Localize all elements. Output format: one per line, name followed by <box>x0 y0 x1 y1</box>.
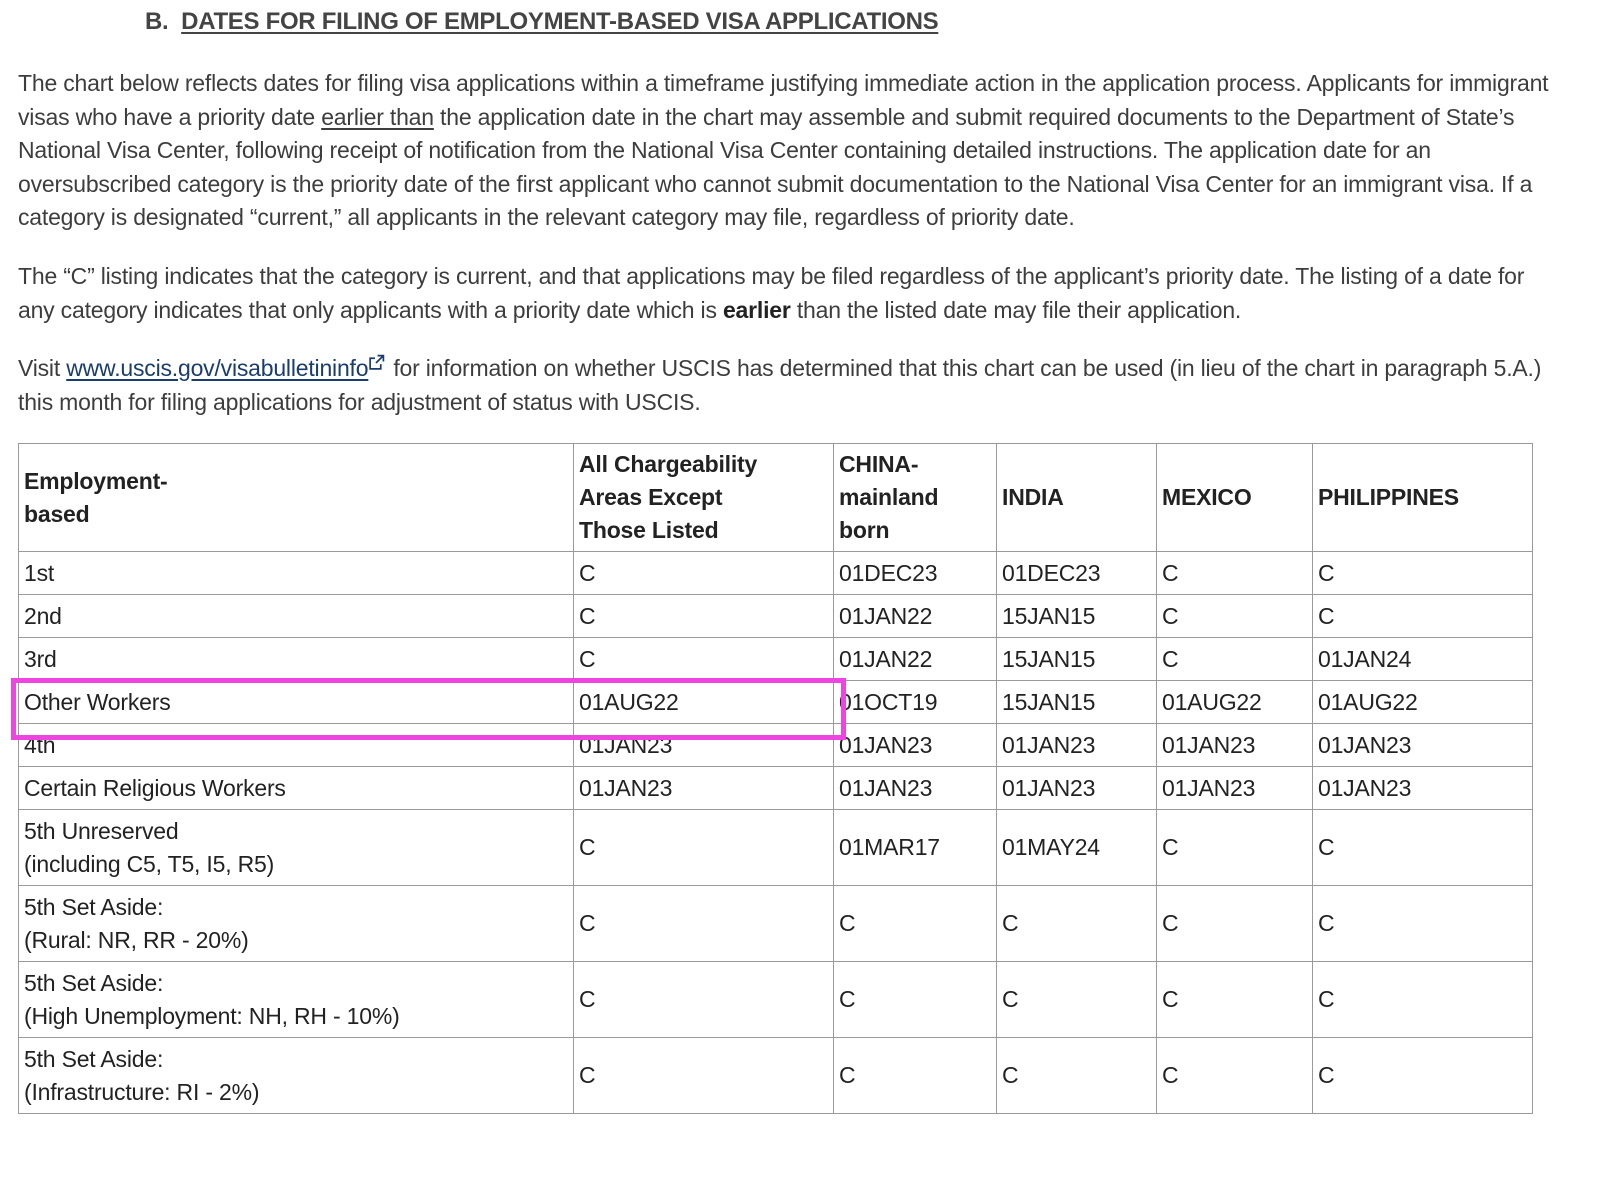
table-row <box>19 962 1533 1038</box>
cell-mexico: C <box>1157 638 1313 681</box>
cell-all-chargeability: C <box>574 810 834 886</box>
cell-india: 01JAN23 <box>997 724 1157 767</box>
cell-china: 01DEC23 <box>834 552 997 595</box>
cell-all-chargeability: C <box>574 638 834 681</box>
cell-china: C <box>834 1038 997 1114</box>
uscis-info-paragraph <box>18 352 1563 419</box>
uscis-info-text-2: for information on whether USCIS has determined that this chart can be used (in lieu of the chart in paragraph 5.A.) this month for filing applications for adjustment of status with USCIS. <box>18 355 1542 415</box>
cell-all-chargeability: C <box>574 552 834 595</box>
intro-paragraph-text-2: the application date in the chart may assemble and submit required documents to the Department of State’s National Visa Center, following receipt of notification from the National Visa Center containing detailed instructions. The application date for an oversubscribed category is the priority date of the first applicant who cannot submit documentation to the National Visa Center for an immigrant visa. If a category is designated “current,” all applicants in the relevant category may file, regardless of priority date. <box>18 103 1533 231</box>
cell-china: 01JAN23 <box>834 767 997 810</box>
cell-philippines: C <box>1313 810 1533 886</box>
table-row <box>19 552 1533 595</box>
cell-category: 5th Set Aside: (High Unemployment: NH, RH - 10%) <box>19 962 574 1038</box>
cell-china: 01JAN22 <box>834 638 997 681</box>
cell-mexico: C <box>1157 1038 1313 1114</box>
header-china-mainland: CHINA- mainland born <box>834 444 997 552</box>
table-row <box>19 638 1533 681</box>
cell-philippines: 01JAN23 <box>1313 767 1533 810</box>
table-row <box>19 681 1533 724</box>
section-heading <box>145 8 938 36</box>
cell-philippines: 01JAN24 <box>1313 638 1533 681</box>
earlier-bold-emphasis: earlier <box>722 296 791 323</box>
cell-mexico: 01JAN23 <box>1157 724 1313 767</box>
table-row <box>19 810 1533 886</box>
cell-category: 2nd <box>19 595 574 638</box>
cell-india: C <box>997 1038 1157 1114</box>
cell-category: 4th <box>19 724 574 767</box>
intro-paragraph-text-1: The chart below reflects dates for filing visa applications within a timeframe justifying immediate action in the application process. Applicants for immigrant visas who have a priority date <box>18 70 1549 130</box>
uscis-info-text-1: Visit <box>18 355 67 381</box>
cell-category: 1st <box>19 552 574 595</box>
earlier-than-emphasis: earlier than <box>321 103 434 130</box>
cell-category: 3rd <box>19 638 574 681</box>
cell-philippines: 01AUG22 <box>1313 681 1533 724</box>
cell-mexico: C <box>1157 962 1313 1038</box>
cell-mexico: 01JAN23 <box>1157 767 1313 810</box>
cell-mexico: C <box>1157 886 1313 962</box>
cell-all-chargeability: 01JAN23 <box>574 724 834 767</box>
filing-dates-table <box>18 443 1533 1114</box>
current-listing-paragraph <box>18 260 1563 327</box>
cell-philippines: C <box>1313 595 1533 638</box>
table-row <box>19 1038 1533 1114</box>
cell-china: C <box>834 886 997 962</box>
cell-india: 15JAN15 <box>997 595 1157 638</box>
cell-china: 01JAN22 <box>834 595 997 638</box>
table-row <box>19 595 1533 638</box>
intro-paragraph <box>18 67 1563 235</box>
cell-india: C <box>997 886 1157 962</box>
table-header-row <box>19 444 1533 552</box>
cell-all-chargeability: C <box>574 595 834 638</box>
cell-all-chargeability: C <box>574 1038 834 1114</box>
header-employment-based: Employment- based <box>19 444 574 552</box>
external-link-icon <box>368 354 385 371</box>
table-row <box>19 767 1533 810</box>
cell-category: 5th Set Aside: (Infrastructure: RI - 2%) <box>19 1038 574 1114</box>
cell-category: 5th Set Aside: (Rural: NR, RR - 20%) <box>19 886 574 962</box>
cell-india: 01JAN23 <box>997 767 1157 810</box>
section-heading-prefix: B. <box>145 8 169 35</box>
header-mexico: MEXICO <box>1157 444 1313 552</box>
cell-india: 01DEC23 <box>997 552 1157 595</box>
cell-india: C <box>997 962 1157 1038</box>
cell-category: 5th Unreserved (including C5, T5, I5, R5) <box>19 810 574 886</box>
header-all-chargeability: All Chargeability Areas Except Those Listed <box>574 444 834 552</box>
cell-category: Other Workers <box>19 681 574 724</box>
cell-philippines: 01JAN23 <box>1313 724 1533 767</box>
cell-india: 15JAN15 <box>997 681 1157 724</box>
cell-mexico: C <box>1157 810 1313 886</box>
cell-mexico: C <box>1157 595 1313 638</box>
cell-china: 01MAR17 <box>834 810 997 886</box>
cell-india: 01MAY24 <box>997 810 1157 886</box>
cell-mexico: 01AUG22 <box>1157 681 1313 724</box>
cell-india: 15JAN15 <box>997 638 1157 681</box>
section-heading-text: DATES FOR FILING OF EMPLOYMENT-BASED VISA APPLICATIONS <box>181 8 939 35</box>
header-philippines: PHILIPPINES <box>1313 444 1533 552</box>
cell-philippines: C <box>1313 962 1533 1038</box>
cell-all-chargeability: 01JAN23 <box>574 767 834 810</box>
cell-philippines: C <box>1313 886 1533 962</box>
cell-mexico: C <box>1157 552 1313 595</box>
cell-china: 01JAN23 <box>834 724 997 767</box>
table-row <box>19 886 1533 962</box>
current-listing-text-2: than the listed date may file their application. <box>790 296 1242 323</box>
table-row <box>19 724 1533 767</box>
cell-all-chargeability: 01AUG22 <box>574 681 834 724</box>
uscis-visa-bulletin-link[interactable]: www.uscis.gov/visabulletininfo <box>66 355 369 381</box>
header-india: INDIA <box>997 444 1157 552</box>
cell-philippines: C <box>1313 552 1533 595</box>
current-listing-text-1: The “C” listing indicates that the category is current, and that applications may be filed regardless of the applicant’s priority date. The listing of a date for any category indicates that only applicants with a priority date which is <box>18 263 1525 323</box>
table-body <box>19 552 1533 1114</box>
cell-china: 01OCT19 <box>834 681 997 724</box>
cell-philippines: C <box>1313 1038 1533 1114</box>
cell-china: C <box>834 962 997 1038</box>
cell-all-chargeability: C <box>574 886 834 962</box>
cell-category: Certain Religious Workers <box>19 767 574 810</box>
cell-all-chargeability: C <box>574 962 834 1038</box>
